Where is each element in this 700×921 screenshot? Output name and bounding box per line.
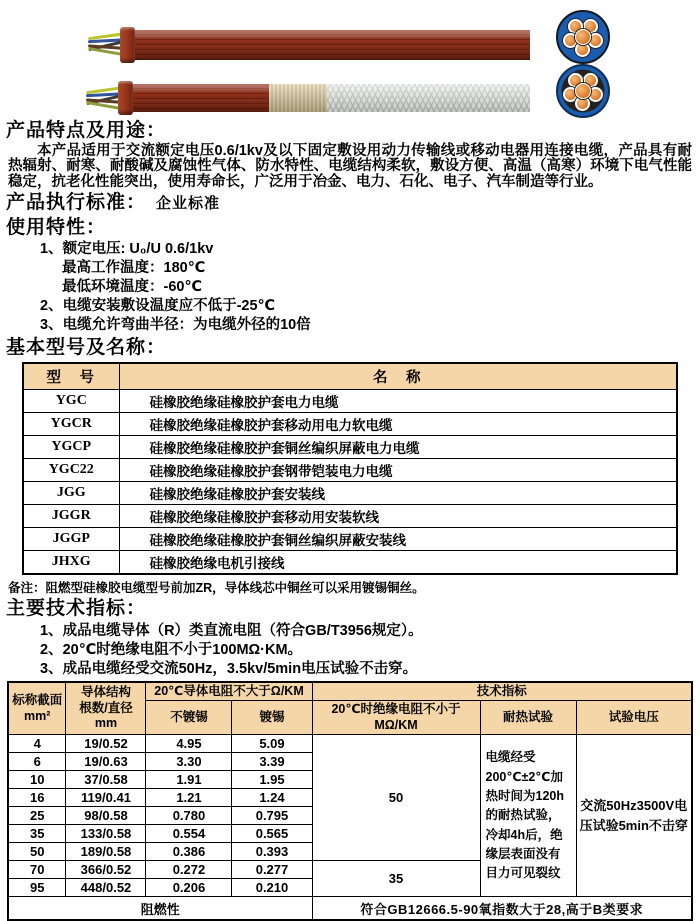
cable-cross-section-top xyxy=(556,10,610,64)
table-row xyxy=(23,527,677,550)
table-row xyxy=(23,481,677,504)
header-line: mm xyxy=(94,716,118,731)
cell-untinned: 0.554 xyxy=(146,825,232,843)
cell-tinned: 0.277 xyxy=(232,861,312,879)
table-row xyxy=(23,458,677,481)
voltage-column-header: 试验电压 xyxy=(576,701,692,735)
table-row xyxy=(23,550,677,574)
cell-structure: 19/0.63 xyxy=(66,753,146,771)
section-title-models: 基本型号及名称： xyxy=(6,337,167,359)
section-title-standard xyxy=(6,192,700,215)
model-code: YGC xyxy=(23,389,119,412)
table-row xyxy=(8,735,692,753)
cell-structure: 448/0.52 xyxy=(66,879,146,897)
tech-item: 2、20℃时绝缘电阻不小于100MΩ·KM。 xyxy=(40,641,303,658)
model-name: 硅橡胶绝缘电机引接线 xyxy=(119,550,677,574)
table-row xyxy=(23,435,677,458)
cell-tinned: 0.565 xyxy=(232,825,312,843)
cell-size: 25 xyxy=(8,807,66,825)
cell-untinned: 0.386 xyxy=(146,843,232,861)
model-name: 硅橡胶绝缘硅橡胶护套移动用电力软电缆 xyxy=(119,412,677,435)
model-code: YGCR xyxy=(23,412,119,435)
tinned-column-header: 镀锡 xyxy=(232,701,312,735)
cell-structure: 119/0.41 xyxy=(66,789,146,807)
table-row xyxy=(23,412,677,435)
flame-label: 阻燃性 xyxy=(8,897,312,921)
cell-structure: 189/0.58 xyxy=(66,843,146,861)
flame-value: 符合GB12666.5-90氧指数大于28,高于B类要求 xyxy=(312,897,692,921)
cell-tinned: 1.95 xyxy=(232,771,312,789)
cable-collar-icon xyxy=(120,27,135,63)
cell-structure: 98/0.58 xyxy=(66,807,146,825)
name-column-header: 名 称 xyxy=(119,363,677,390)
cell-size: 95 xyxy=(8,879,66,897)
model-name: 硅橡胶绝缘硅橡胶护套安装线 xyxy=(119,481,677,504)
model-column-header: 型 号 xyxy=(23,363,119,390)
model-name: 硅橡胶绝缘硅橡胶护套铜丝编织屏蔽电力电缆 xyxy=(119,435,677,458)
cable-photo-braided xyxy=(327,84,530,112)
test-voltage-cell: 交流50Hz3500V电压试验5min不击穿 xyxy=(576,735,692,897)
spec-table xyxy=(7,681,693,921)
cell-tinned: 0.210 xyxy=(232,879,312,897)
cell-untinned: 4.95 xyxy=(146,735,232,753)
section-title-features: 产品特点及用途： xyxy=(6,120,167,141)
tech-item: 1、成品电缆导体（R）类直流电阻（符合GB/T3956规定）。 xyxy=(40,622,423,639)
model-name: 硅橡胶绝缘硅橡胶护套电力电缆 xyxy=(119,389,677,412)
usage-item: 1、额定电压: U₀/U 0.6/1kv xyxy=(40,241,214,258)
cell-untinned: 0.206 xyxy=(146,879,232,897)
cable-collar-icon xyxy=(118,81,133,115)
cell-tinned: 1.24 xyxy=(232,789,312,807)
insulation-value-35: 35 xyxy=(312,861,480,897)
cable-photo-solid xyxy=(135,30,530,60)
model-code: YGC22 xyxy=(23,458,119,481)
conductor-icon xyxy=(575,83,591,99)
resistance-group-header: 20℃导体电阻不大于Ω/KM xyxy=(146,682,312,701)
model-code: JGGP xyxy=(23,527,119,550)
usage-item: 2、电缆安装敷设温度应不低于-25℃ xyxy=(40,298,276,315)
models-remark: 备注：阻燃型硅橡胶电缆型号前加ZR，导体线芯中铜丝可以采用镀锡铜丝。 xyxy=(8,580,425,595)
cell-structure: 133/0.58 xyxy=(66,825,146,843)
flame-retardancy-row xyxy=(8,897,692,921)
model-table xyxy=(22,362,678,575)
conductor-icon xyxy=(575,29,591,45)
cable-inner-jacket xyxy=(133,84,269,112)
model-code: JHXG xyxy=(23,550,119,574)
cell-untinned: 0.272 xyxy=(146,861,232,879)
cable-woven-layer xyxy=(269,84,327,112)
model-name: 硅橡胶绝缘硅橡胶护套铜丝编织屏蔽安装线 xyxy=(119,527,677,550)
cell-tinned: 0.795 xyxy=(232,807,312,825)
product-photos xyxy=(0,0,700,118)
tech-group-header: 技术指标 xyxy=(312,682,692,701)
table-header-row xyxy=(8,682,692,701)
section-title-usage: 使用特性： xyxy=(6,216,107,238)
cell-size: 50 xyxy=(8,843,66,861)
heat-test-cell: 电缆经受200℃±2℃加热时间为120h的耐热试验，冷却4h后，绝缘层表面没有目力可见裂纹 xyxy=(480,735,576,897)
size-column-header xyxy=(8,682,66,735)
cell-size: 4 xyxy=(8,735,66,753)
insulation-value-50: 50 xyxy=(312,735,480,861)
cell-size: 70 xyxy=(8,861,66,879)
cell-untinned: 1.21 xyxy=(146,789,232,807)
model-code: JGG xyxy=(23,481,119,504)
untinned-column-header: 不镀锡 xyxy=(146,701,232,735)
model-code: YGCP xyxy=(23,435,119,458)
cable-cross-section-bottom xyxy=(556,64,610,118)
cell-tinned: 3.39 xyxy=(232,753,312,771)
header-line: mm² xyxy=(24,708,51,723)
usage-item: 最高工作温度：180℃ xyxy=(62,260,206,277)
features-paragraph: 本产品适用于交流额定电压0.6/1kv及以下固定敷设用动力传输线或移动电器用连接电缆，产品具有耐热辐射、耐寒、耐酸碱及腐蚀性气体、防水特性、电缆结构柔软，敷设方便、高温（高寒）环境下电气性能稳定，抗老化性能突出，使用寿命长，广泛用于冶金、电力、石化、电子、汽车制造等行业。 xyxy=(8,142,692,190)
cell-size: 35 xyxy=(8,825,66,843)
usage-item: 最低环境温度：-60℃ xyxy=(62,279,203,296)
cell-untinned: 3.30 xyxy=(146,753,232,771)
section-title-tech: 主要技术指标： xyxy=(6,597,147,619)
tech-item: 3、成品电缆经受交流50Hz，3.5kv/5min电压试验不击穿。 xyxy=(40,660,418,677)
cell-tinned: 5.09 xyxy=(232,735,312,753)
usage-item: 3、电缆允许弯曲半径：为电缆外径的10倍 xyxy=(40,317,311,334)
model-name: 硅橡胶绝缘硅橡胶护套钢带铠装电力电缆 xyxy=(119,458,677,481)
header-line: 标称截面 xyxy=(12,692,63,707)
cell-size: 6 xyxy=(8,753,66,771)
standard-value: 企业标准 xyxy=(156,194,221,212)
model-name: 硅橡胶绝缘硅橡胶护套移动用安装软线 xyxy=(119,504,677,527)
cell-tinned: 0.393 xyxy=(232,843,312,861)
insulation-column-header: 20℃时绝缘电阻不小于MΩ/KM xyxy=(312,701,480,735)
header-line: 根数/直径 xyxy=(79,700,133,715)
header-line: 导体结构 xyxy=(80,685,131,700)
heat-column-header: 耐热试验 xyxy=(480,701,576,735)
cell-untinned: 0.780 xyxy=(146,807,232,825)
cell-structure: 37/0.58 xyxy=(66,771,146,789)
table-header-row xyxy=(23,363,677,390)
structure-column-header xyxy=(66,682,146,735)
standard-title: 产品执行标准： xyxy=(6,191,147,213)
cell-structure: 366/0.52 xyxy=(66,861,146,879)
cell-size: 10 xyxy=(8,771,66,789)
table-row xyxy=(23,504,677,527)
cell-structure: 19/0.52 xyxy=(66,735,146,753)
cell-untinned: 1.91 xyxy=(146,771,232,789)
model-code: JGGR xyxy=(23,504,119,527)
cell-size: 16 xyxy=(8,789,66,807)
table-row xyxy=(23,389,677,412)
